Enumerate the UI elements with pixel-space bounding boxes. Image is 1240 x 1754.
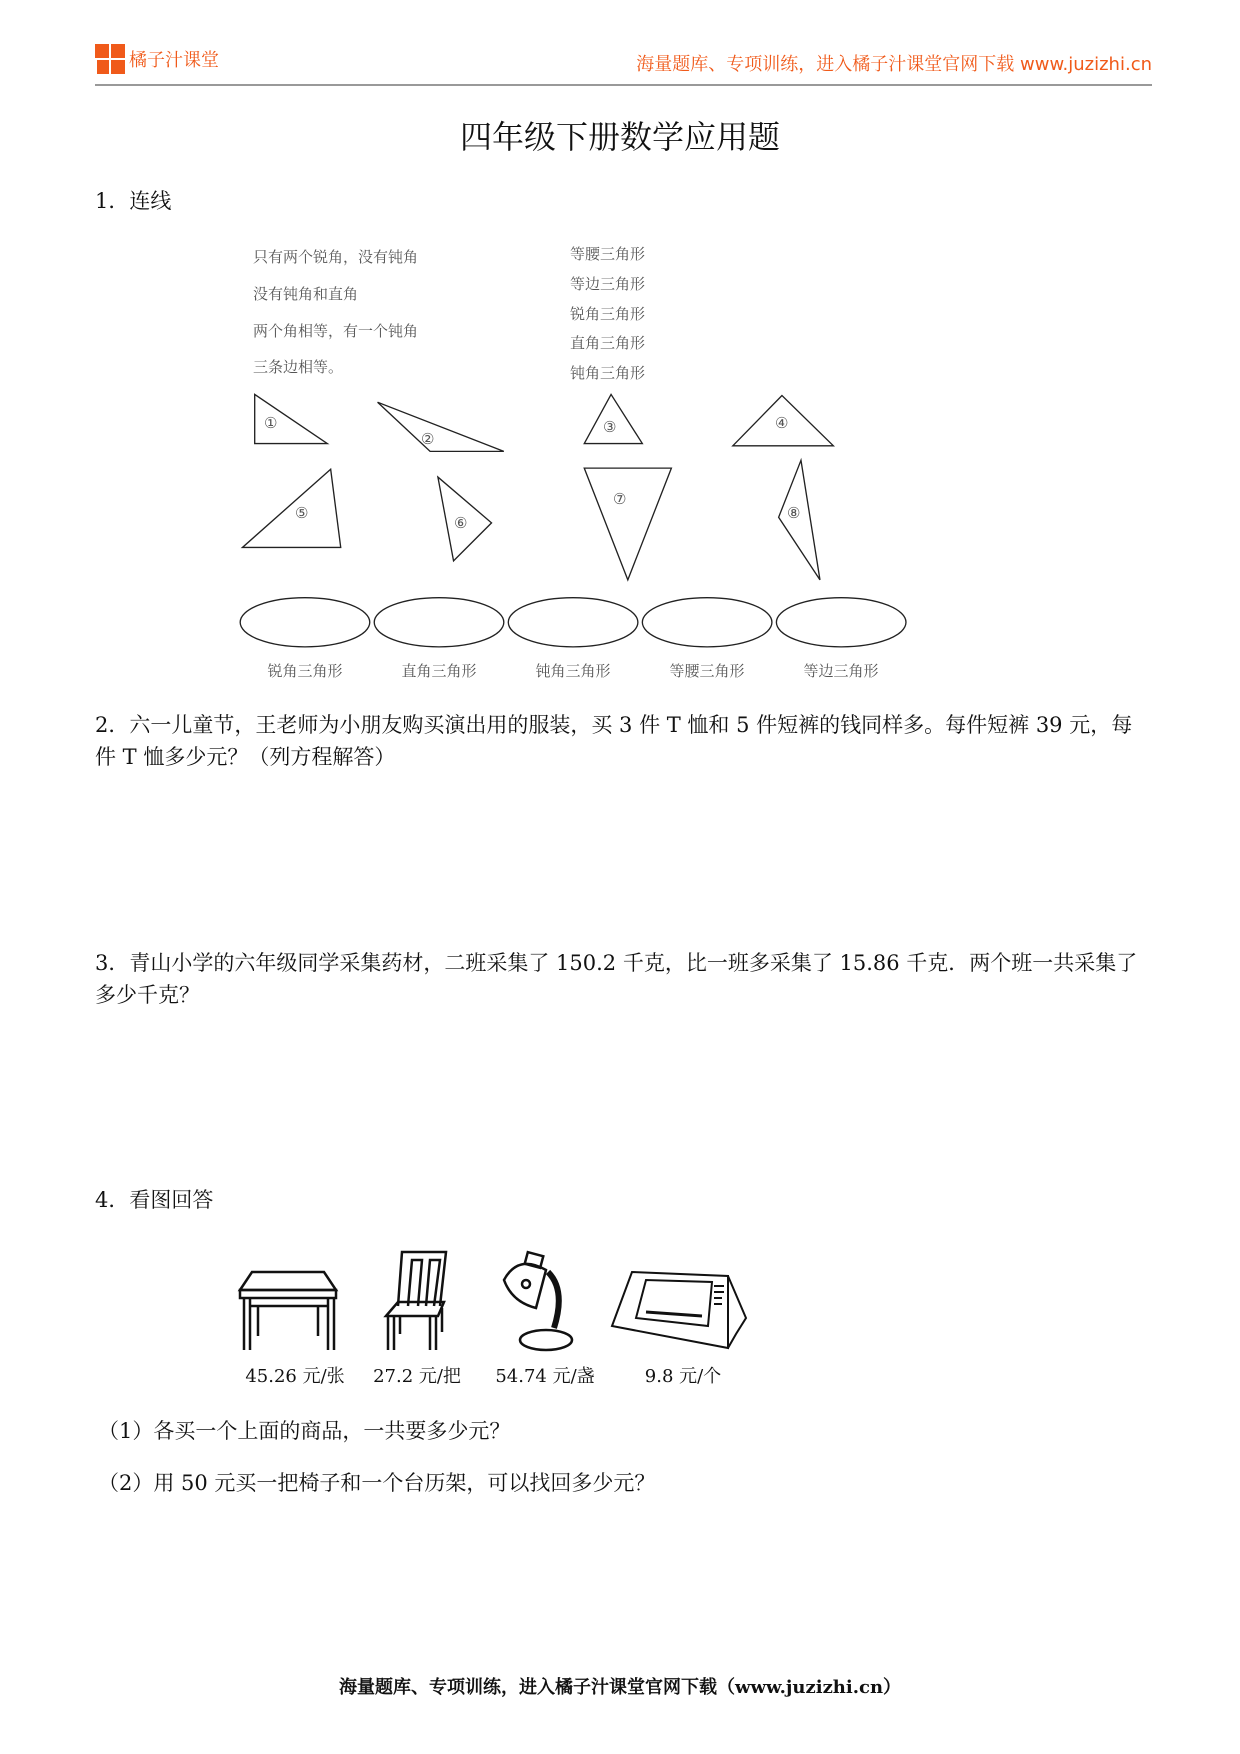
left-item: 三条边相等。 [253, 358, 344, 376]
triangle-label: ③ [603, 418, 617, 436]
triangle-label: ② [421, 430, 435, 448]
triangle-5 [242, 469, 340, 547]
triangle-label: ④ [775, 414, 789, 432]
oval [776, 598, 906, 647]
oval [508, 598, 638, 647]
page-title: 四年级下册数学应用题 [459, 118, 780, 156]
right-item: 等边三角形 [570, 275, 646, 293]
q4-sub1: （1）各买一个上面的商品，一共要多少元？ [98, 1419, 511, 1443]
oval-label: 锐角三角形 [267, 662, 343, 680]
table-icon [236, 1262, 340, 1354]
triangle-7 [584, 468, 671, 580]
right-item: 锐角三角形 [570, 305, 646, 323]
lamp-icon [496, 1250, 576, 1354]
triangle-label: ⑤ [295, 504, 309, 522]
oval [240, 598, 370, 647]
oval-label: 等边三角形 [803, 662, 879, 680]
right-item: 钝角三角形 [570, 364, 646, 382]
triangle-label: ⑧ [787, 504, 801, 522]
left-item: 没有钝角和直角 [253, 285, 359, 303]
price-label: 9.8 元/个 [644, 1366, 722, 1387]
header-divider [95, 84, 1152, 86]
triangle-label: ⑦ [613, 490, 627, 508]
oval [642, 598, 772, 647]
price-label: 54.74 元/盏 [495, 1366, 595, 1387]
price-label: 45.26 元/张 [245, 1366, 345, 1387]
logo-text: 橘子汁课堂 [129, 50, 219, 71]
price-label: 27.2 元/把 [373, 1366, 461, 1387]
chair-icon [382, 1246, 452, 1354]
right-item: 直角三角形 [570, 334, 646, 352]
q3-text: 3．青山小学的六年级同学采集药材，二班采集了 150.2 千克，比一班多采集了 15.86 千克．两个班一共采集了多少千克？ [95, 951, 1138, 1007]
q4-sub2: （2）用 50 元买一把椅子和一个台历架，可以找回多少元？ [98, 1471, 656, 1495]
oval [374, 598, 504, 647]
right-item: 等腰三角形 [570, 245, 646, 263]
footer-text: 海量题库、专项训练，进入橘子汁课堂官网下载（www.juzizhi.cn） [338, 1677, 902, 1698]
q1-heading: 1．连线 [95, 189, 172, 213]
oval-label: 等腰三角形 [669, 662, 745, 680]
q2-text: 2．六一儿童节，王老师为小朋友购买演出用的服装，买 3 件 T 恤和 5 件短裤的钱同样多。每件短裤 39 元，每件 T 恤多少元？（列方程解答） [95, 713, 1133, 769]
header-slogan: 海量题库、专项训练，进入橘子汁课堂官网下载 www.juzizhi.cn [636, 54, 1152, 75]
left-item: 只有两个锐角，没有钝角 [253, 248, 419, 266]
logo [95, 44, 219, 74]
triangle-label: ⑥ [454, 514, 468, 532]
left-item: 两个角相等，有一个钝角 [253, 322, 419, 340]
triangle-label: ① [264, 414, 278, 432]
oval-label: 钝角三角形 [535, 662, 611, 680]
calendar-stand-icon [610, 1268, 756, 1358]
logo-icon [95, 44, 125, 74]
triangle-2 [378, 402, 504, 451]
q4-heading: 4．看图回答 [95, 1188, 214, 1212]
oval-label: 直角三角形 [401, 662, 477, 680]
